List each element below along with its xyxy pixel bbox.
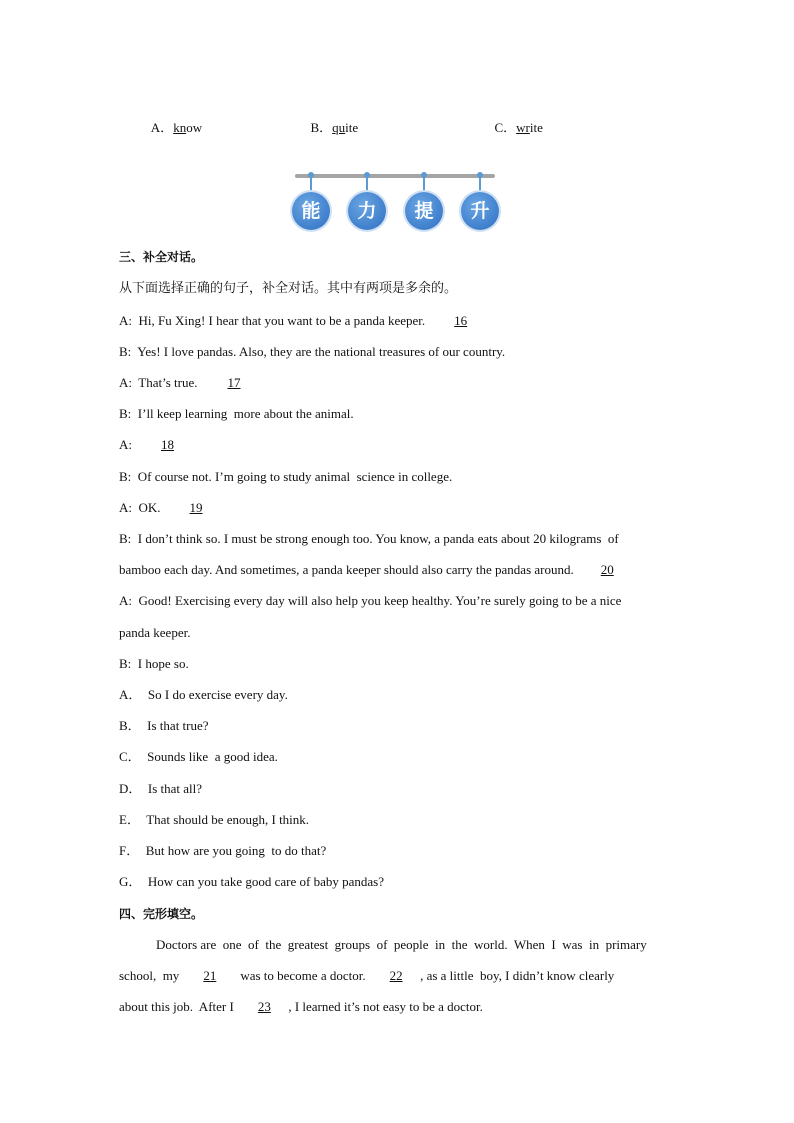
dialogue-line	[119, 625, 190, 641]
choice-item: B． Is that true?	[119, 718, 209, 733]
dialogue-text: B: I don’t think so. I must be strong enough too. You know, a panda eats about 20 kilograms of	[119, 531, 619, 546]
section3-instruction: 从下面选择正确的句子，补全对话。其中有两项是多余的。	[119, 281, 458, 296]
ability-banner	[290, 170, 500, 232]
choice-item: E． That should be enough, I think.	[119, 812, 310, 827]
answer-blank[interactable]: 16	[454, 313, 468, 328]
dialogue-text: bamboo each day. And sometimes, a panda keeper should also carry the pandas around.	[119, 562, 581, 577]
passage-text: , I learned it’s not easy to be a doctor.	[288, 999, 483, 1014]
choice-item: G． How can you take good care of baby pandas?	[119, 874, 384, 889]
dialogue-line	[119, 656, 189, 672]
banner-stem	[310, 178, 312, 192]
banner-bar	[295, 174, 495, 178]
answer-blank[interactable]: 17	[227, 375, 241, 390]
dialogue-text: B: I’ll keep learning more about the animal.	[119, 406, 354, 421]
cloze-blank[interactable]: 22	[389, 968, 403, 983]
dialogue-line	[119, 593, 621, 609]
dialogue-line	[119, 531, 619, 547]
dialogue-text: A: OK.	[119, 500, 168, 515]
cloze-blank[interactable]: 23	[257, 999, 271, 1014]
dialogue-line	[119, 313, 490, 329]
option-c-underlined: wr	[516, 120, 530, 135]
dialogue-line	[119, 500, 225, 516]
banner-char: 力	[348, 192, 386, 230]
dialogue-text: panda keeper.	[119, 625, 191, 640]
option-a-underlined: kn	[173, 120, 187, 135]
dialogue-text: A: Good! Exercising every day will also help you keep healthy. You’re surely going to be a nice	[119, 593, 622, 608]
banner-char: 升	[461, 192, 499, 230]
banner-char: 提	[405, 192, 443, 230]
option-a-rest: ow	[186, 120, 203, 135]
banner-stem	[366, 178, 368, 192]
dialogue-line	[119, 375, 264, 391]
dialogue-line	[119, 406, 354, 422]
dialogue-text: B: I hope so.	[119, 656, 189, 671]
option-b-underlined: qu	[332, 120, 346, 135]
passage-line	[119, 968, 614, 984]
passage-text: was to become a doctor.	[233, 968, 373, 983]
choice-item: F． But how are you going to do that?	[119, 843, 327, 858]
passage-line: Doctors are one of the greatest groups of people in the world. When I was in primary	[156, 937, 647, 952]
option-a	[145, 104, 202, 136]
dialogue-text: A:	[119, 437, 139, 452]
option-b	[304, 104, 358, 136]
banner-stem	[479, 178, 481, 192]
dialogue-text: A: Hi, Fu Xing! I hear that you want to be a panda keeper.	[119, 313, 432, 328]
option-c	[488, 104, 543, 136]
banner-char: 能	[292, 192, 330, 230]
answer-blank[interactable]: 20	[600, 562, 614, 577]
option-a-letter: A．	[150, 120, 174, 135]
answer-blank[interactable]: 19	[189, 500, 203, 515]
section4-heading: 四、完形填空。	[119, 907, 204, 921]
dialogue-text: B: Yes! I love pandas. Also, they are the national treasures of our country.	[119, 344, 506, 359]
passage-text: school, my	[119, 968, 186, 983]
choice-item: C． Sounds like a good idea.	[119, 749, 278, 764]
option-b-rest: ite	[345, 120, 359, 135]
dialogue-line	[119, 437, 197, 453]
dialogue-line	[119, 562, 634, 578]
passage-text: , as a little boy, I didn’t know clearly	[420, 968, 615, 983]
passage-line	[119, 999, 483, 1015]
dialogue-text: B: Of course not. I’m going to study animal science in college.	[119, 469, 453, 484]
choice-item: D． Is that all?	[119, 781, 203, 796]
option-c-letter: C．	[494, 120, 517, 135]
dialogue-line	[119, 344, 505, 360]
answer-blank[interactable]: 18	[161, 437, 174, 452]
option-b-letter: B．	[310, 120, 333, 135]
passage-text: about this job. After I	[119, 999, 241, 1014]
banner-stem	[423, 178, 425, 192]
section3-heading: 三、补全对话。	[119, 250, 204, 264]
option-c-rest: ite	[529, 120, 543, 135]
cloze-blank[interactable]: 21	[203, 968, 217, 983]
dialogue-line	[119, 469, 452, 485]
dialogue-text: A: That’s true.	[119, 375, 204, 390]
choice-item: A． So I do exercise every day.	[119, 687, 288, 702]
